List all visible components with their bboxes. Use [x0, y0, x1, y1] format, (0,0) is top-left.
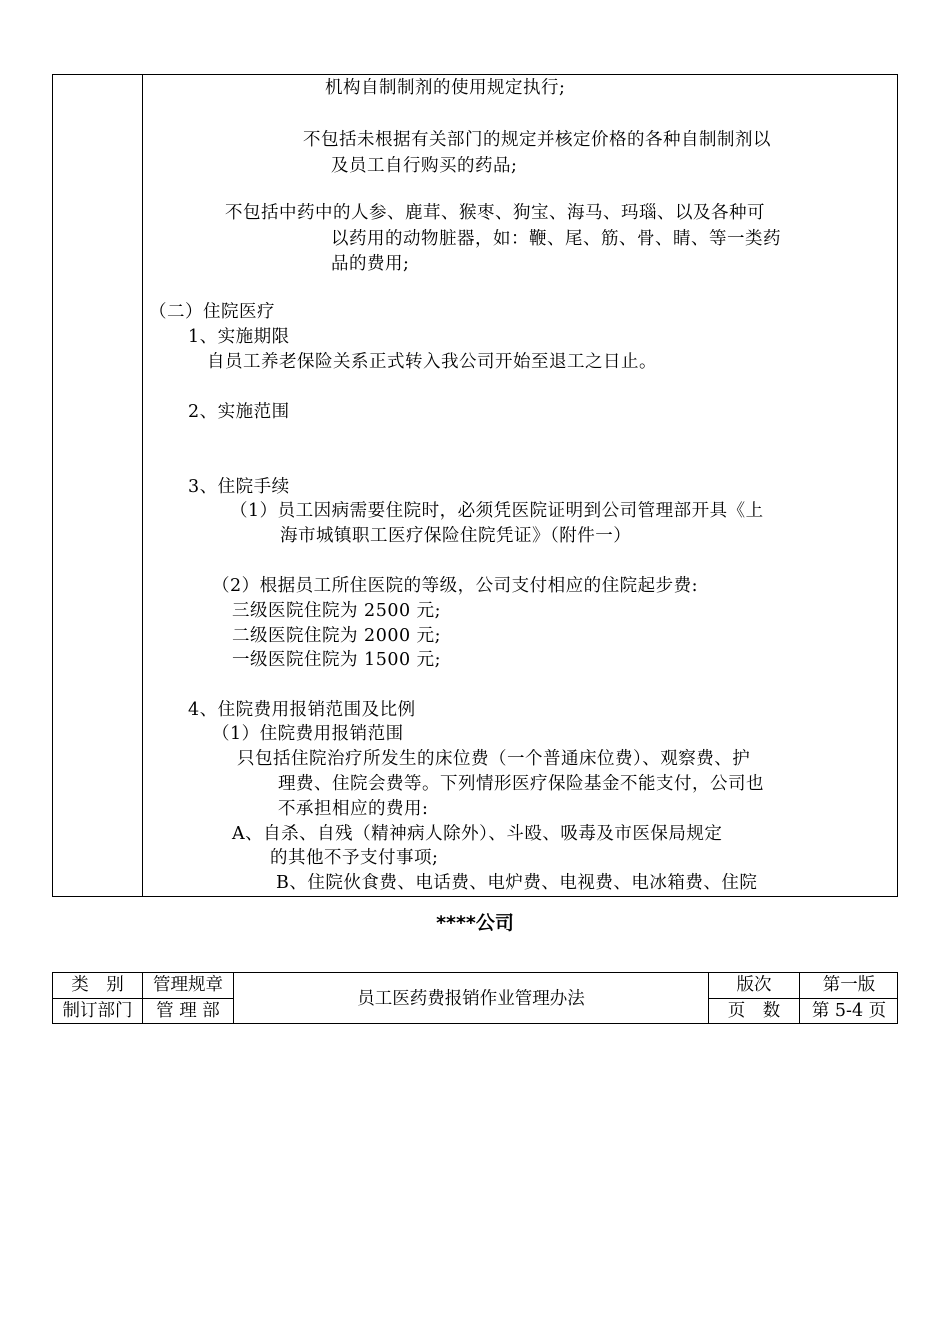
- body-line-fee-intro: （2）根据员工所住医院的等级，公司支付相应的住院起步费:: [212, 576, 699, 596]
- subheading-scope: 2、实施范围: [188, 402, 290, 422]
- body-line-procedure-1: （1）员工因病需要住院时，必须凭医院证明到公司管理部开具《上: [230, 501, 764, 521]
- subheading-period: 1、实施期限: [188, 327, 290, 347]
- category-label: 类 别: [71, 975, 124, 995]
- document-title: 员工医药费报销作业管理办法: [357, 989, 585, 1009]
- body-line-5: 以药用的动物脏器，如：鞭、尾、筋、骨、睛、等一类药: [331, 229, 781, 249]
- pages-label: 页 数: [727, 1001, 781, 1021]
- body-line-reimb-3: 不承担相应的费用:: [278, 799, 429, 819]
- body-line-item-b: B、住院伙食费、电话费、电炉费、电视费、电冰箱费、住院: [276, 873, 758, 893]
- subheading-reimbursement: 4、住院费用报销范围及比例: [188, 700, 416, 720]
- body-line-6: 品的费用;: [331, 254, 410, 274]
- body-line-reimb-scope: （1）住院费用报销范围: [212, 724, 404, 744]
- category-value: 管理规章: [153, 975, 223, 995]
- pages-value: 第 5-4 页: [811, 1001, 887, 1021]
- dept-value: 管 理 部: [156, 1001, 220, 1021]
- body-line-reimb-1: 只包括住院治疗所发生的床位费（一个普通床位费）、观察费、护: [237, 749, 751, 769]
- company-name: ****公司: [436, 912, 514, 934]
- body-line-fee-level1: 一级医院住院为 1500 元;: [232, 650, 442, 670]
- dept-label: 制订部门: [62, 1001, 133, 1021]
- body-line-1: 机构自制制剂的使用规定执行;: [325, 78, 566, 98]
- body-line-4: 不包括中药中的人参、鹿茸、猴枣、狗宝、海马、玛瑙、以及各种可: [225, 203, 765, 223]
- body-line-2: 不包括未根据有关部门的规定并核定价格的各种自制制剂以: [303, 130, 771, 150]
- edition-value: 第一版: [822, 975, 876, 995]
- edition-label: 版次: [736, 975, 772, 995]
- body-line-reimb-2: 理费、住院会费等。下列情形医疗保险基金不能支付，公司也: [278, 774, 764, 794]
- body-line-item-a-1: A、自杀、自残（精神病人除外）、斗殴、吸毒及市医保局规定: [232, 824, 723, 844]
- left-column-divider: [142, 75, 143, 896]
- body-line-fee-level2: 二级医院住院为 2000 元;: [232, 626, 442, 646]
- body-line-item-a-2: 的其他不予支付事项;: [270, 848, 439, 868]
- body-line-procedure-2: 海市城镇职工医疗保险住院凭证》（附件一）: [280, 526, 632, 546]
- subheading-procedure: 3、住院手续: [188, 477, 290, 497]
- body-line-3: 及员工自行购买的药品;: [331, 156, 518, 176]
- body-line-period: 自员工养老保险关系正式转入我公司开始至退工之日止。: [207, 352, 657, 372]
- body-line-fee-level3: 三级医院住院为 2500 元;: [232, 601, 442, 621]
- section-heading-inpatient: （二）住院医疗: [149, 302, 275, 322]
- document-footer-table: [52, 972, 898, 1024]
